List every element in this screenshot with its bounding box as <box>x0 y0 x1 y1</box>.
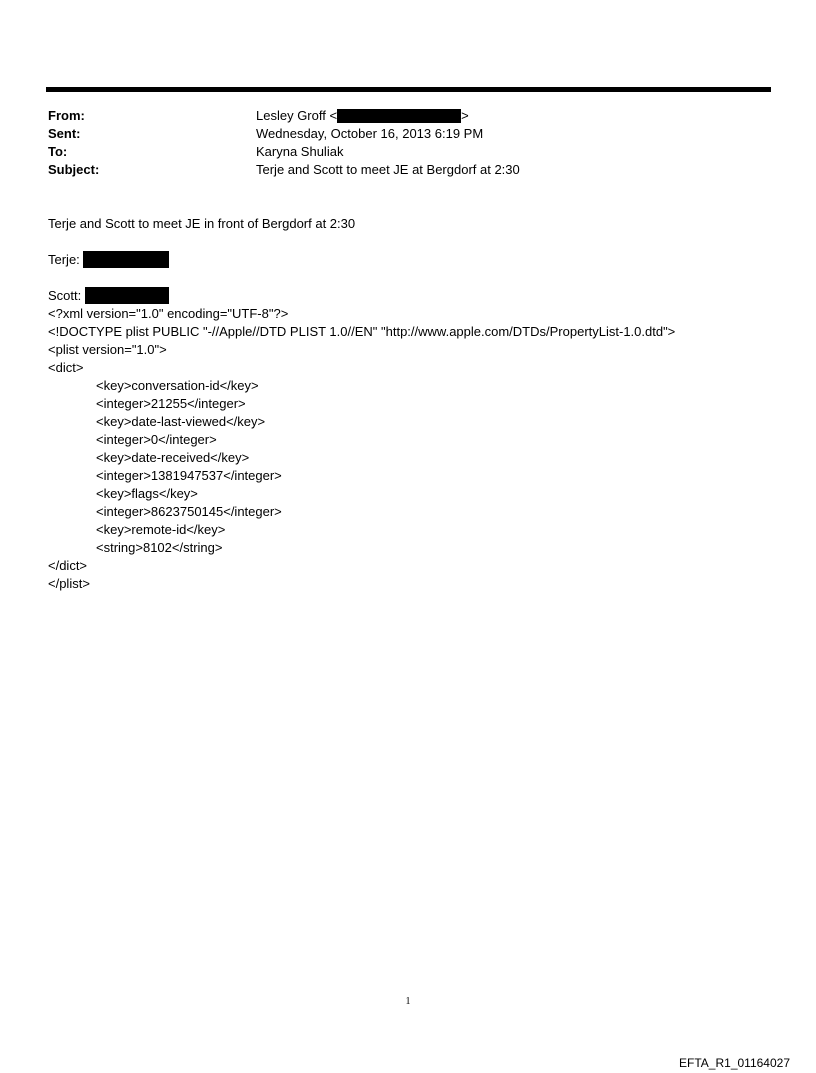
to-row <box>48 143 520 161</box>
page-number: 1 <box>405 996 411 1007</box>
sent-row <box>48 125 520 143</box>
xml-line: <key>date-received</key> <box>96 450 250 465</box>
redacted-email <box>337 109 461 123</box>
xml-line: <key>conversation-id</key> <box>96 378 259 393</box>
header-divider <box>46 87 771 92</box>
scott-line <box>48 287 675 305</box>
scott-label: Scott: <box>48 288 82 303</box>
body-message: Terje and Scott to meet JE in front of Bergdorf at 2:30 <box>48 216 356 231</box>
xml-line: </dict> <box>48 558 88 573</box>
xml-line: <dict> <box>48 360 84 375</box>
redacted-phone-scott <box>85 287 169 304</box>
from-label: From: <box>48 108 85 123</box>
email-header <box>48 107 520 179</box>
subject-value: Terje and Scott to meet JE at Bergdorf at 2:30 <box>256 162 520 177</box>
to-value: Karyna Shuliak <box>256 144 344 159</box>
xml-line: </plist> <box>48 576 90 591</box>
email-body <box>48 215 675 593</box>
xml-line: <integer>0</integer> <box>96 432 217 447</box>
xml-line: <key>remote-id</key> <box>96 522 226 537</box>
redacted-phone-terje <box>83 251 169 268</box>
from-row <box>48 107 520 125</box>
xml-line: <key>date-last-viewed</key> <box>96 414 266 429</box>
sent-label: Sent: <box>48 126 81 141</box>
xml-line: <integer>21255</integer> <box>96 396 246 411</box>
subject-label: Subject: <box>48 162 100 177</box>
subject-row <box>48 161 520 179</box>
xml-line: <integer>1381947537</integer> <box>96 468 282 483</box>
xml-line: <string>8102</string> <box>96 540 223 555</box>
from-name: Lesley Groff < <box>256 108 338 123</box>
from-value <box>256 107 469 125</box>
xml-line: <plist version="1.0"> <box>48 342 167 357</box>
terje-line <box>48 251 675 269</box>
to-label: To: <box>48 144 68 159</box>
xml-line: <integer>8623750145</integer> <box>96 504 282 519</box>
terje-label: Terje: <box>48 252 80 267</box>
xml-line: <!DOCTYPE plist PUBLIC "-//Apple//DTD PLIST 1.0//EN" "http://www.apple.com/DTDs/PropertyList-1.0.dtd"> <box>48 324 676 339</box>
from-close: > <box>461 108 469 123</box>
bates-number: EFTA_R1_01164027 <box>679 1056 790 1070</box>
xml-line: <?xml version="1.0" encoding="UTF-8"?> <box>48 306 289 321</box>
xml-line: <key>flags</key> <box>96 486 198 501</box>
sent-value: Wednesday, October 16, 2013 6:19 PM <box>256 126 484 141</box>
